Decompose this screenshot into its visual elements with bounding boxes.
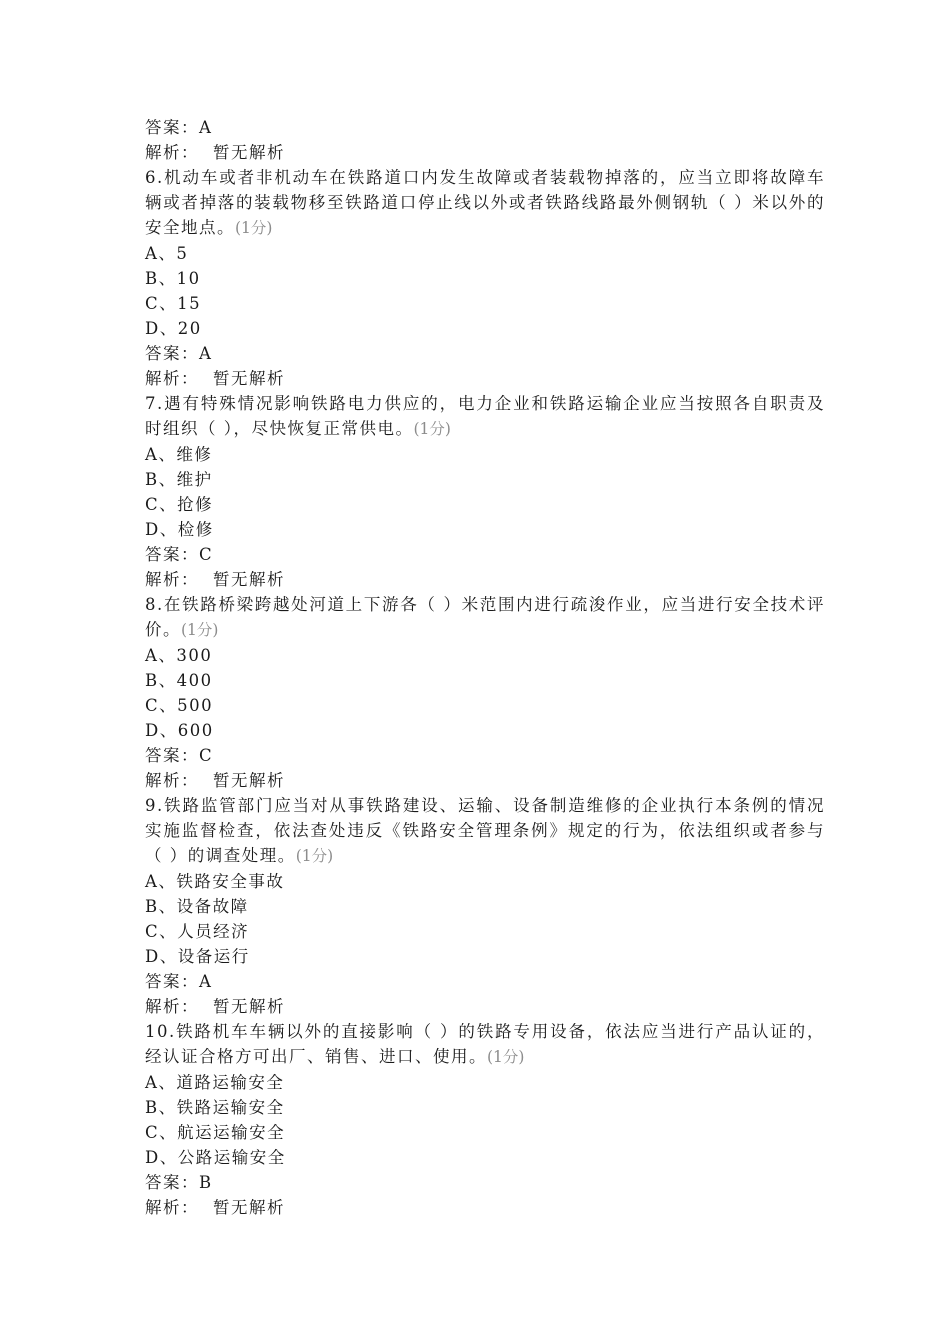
document-page [145,115,825,1220]
answer-line [145,542,825,567]
analysis-line [145,366,825,391]
analysis-value: 暂无解析 [213,143,285,162]
analysis-line [145,768,825,793]
option-d: D、设备运行 [145,947,250,966]
answer-value: A [199,972,213,991]
option-d: D、600 [145,721,214,740]
analysis-line [145,140,825,165]
analysis-line [145,1195,825,1220]
question-stem: 7.遇有特殊情况影响铁路电力供应的，电力企业和铁路运输企业应当按照各自职责及时组织（ ），尽快恢复正常供电。(1分) [145,394,825,438]
option-c: C、500 [145,696,214,715]
option-d: D、20 [145,319,202,338]
option-b: B、400 [145,671,213,690]
option-b: B、设备故障 [145,897,249,916]
answer-label: 答案： [145,118,199,137]
option-b: B、铁路运输安全 [145,1098,285,1117]
question-stem: 6.机动车或者非机动车在铁路道口内发生故障或者装载物掉落的，应当立即将故障车辆或者掉落的装载物移至铁路道口停止线以外或者铁路线路最外侧钢轨（ ）米以外的安全地点。(1分) [145,168,825,237]
analysis-value: 暂无解析 [213,570,285,589]
question-5-tail [145,115,825,165]
option-a: A、5 [145,244,189,263]
answer-line [145,969,825,994]
answer-value: A [199,344,213,363]
score-badge: (1分) [487,1048,525,1066]
question-stem: 10.铁路机车车辆以外的直接影响（ ）的铁路专用设备，依法应当进行产品认证的，经认证合格方可出厂、销售、进口、使用。(1分) [145,1022,825,1066]
option-a: A、铁路安全事故 [145,872,285,891]
analysis-value: 暂无解析 [213,771,285,790]
answer-label: 答案： [145,344,199,363]
question-stem: 9.铁路监管部门应当对从事铁路建设、运输、设备制造维修的企业执行本条例的情况实施监督检查，依法查处违反《铁路安全管理条例》规定的行为，依法组织或者参与（ ）的调查处理。(1分) [145,796,825,865]
answer-label: 答案： [145,1173,199,1192]
answer-value: A [199,118,213,137]
question-6 [145,165,825,391]
option-c: C、人员经济 [145,922,250,941]
option-a: A、300 [145,646,213,665]
score-badge: (1分) [181,621,219,639]
question-stem: 8.在铁路桥梁跨越处河道上下游各（ ）米范围内进行疏浚作业，应当进行安全技术评价。(1分) [145,595,825,639]
analysis-value: 暂无解析 [213,1198,285,1217]
answer-value: C [199,545,214,564]
analysis-label: 解析： [145,570,199,589]
question-8 [145,592,825,793]
analysis-label: 解析： [145,143,199,162]
option-c: C、抢修 [145,495,214,514]
analysis-value: 暂无解析 [213,369,285,388]
option-d: D、公路运输安全 [145,1148,286,1167]
analysis-label: 解析： [145,997,199,1016]
answer-line [145,115,825,140]
analysis-label: 解析： [145,1198,199,1217]
option-c: C、15 [145,294,202,313]
option-a: A、道路运输安全 [145,1073,285,1092]
question-10 [145,1019,825,1220]
option-a: A、维修 [145,445,213,464]
analysis-label: 解析： [145,771,199,790]
question-9 [145,793,825,1019]
answer-value: B [199,1173,213,1192]
analysis-line [145,567,825,592]
answer-line [145,1170,825,1195]
answer-label: 答案： [145,972,199,991]
option-c: C、航运运输安全 [145,1123,286,1142]
analysis-line [145,994,825,1019]
analysis-value: 暂无解析 [213,997,285,1016]
score-badge: (1分) [235,219,273,237]
question-7 [145,391,825,592]
score-badge: (1分) [413,420,451,438]
score-badge: (1分) [295,847,334,865]
analysis-label: 解析： [145,369,199,388]
answer-line [145,341,825,366]
option-b: B、10 [145,269,201,288]
answer-value: C [199,746,214,765]
answer-label: 答案： [145,746,199,765]
option-d: D、检修 [145,520,214,539]
answer-label: 答案： [145,545,199,564]
option-b: B、维护 [145,470,213,489]
answer-line [145,743,825,768]
